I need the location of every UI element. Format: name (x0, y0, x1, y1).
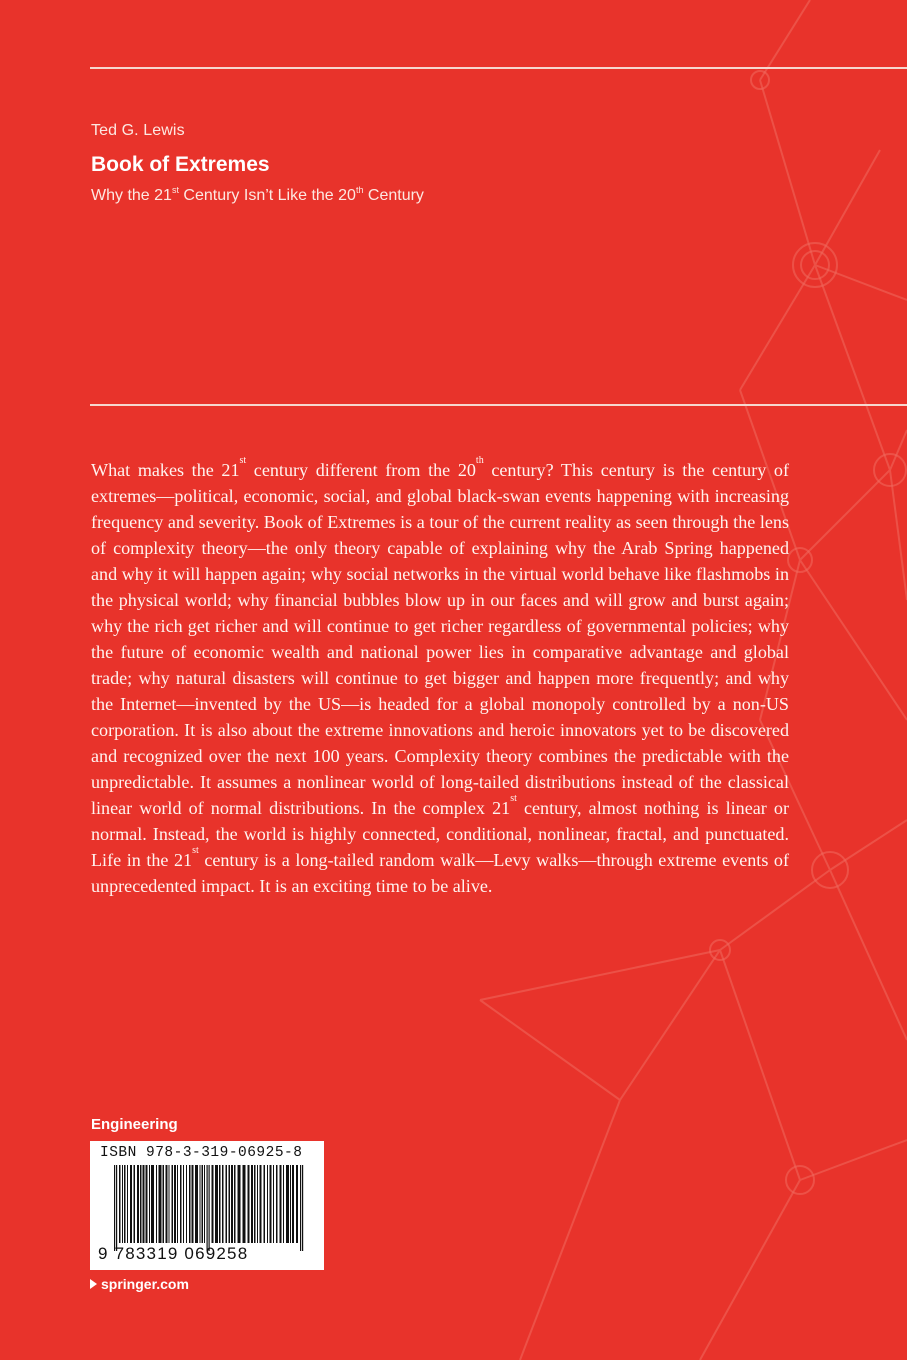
barcode-bar (280, 1165, 282, 1243)
barcode-bar (300, 1165, 301, 1251)
barcode-bar (180, 1165, 182, 1243)
barcode-bar (172, 1165, 174, 1243)
top-rule (90, 67, 907, 69)
barcode-bar (264, 1165, 266, 1243)
barcode-bar (146, 1165, 148, 1243)
barcode-digits: 9 783319 069258 (98, 1244, 249, 1263)
barcode-bar (177, 1165, 178, 1243)
isbn-label: ISBN 978-3-319-06925-8 (100, 1145, 303, 1161)
publisher-link-label: springer.com (101, 1276, 189, 1292)
barcode-bar (169, 1165, 170, 1243)
barcode-bar (254, 1165, 256, 1243)
barcode-bar (116, 1165, 117, 1251)
barcode-bar (200, 1165, 201, 1243)
barcode-bar (189, 1165, 191, 1243)
barcode-bar (270, 1165, 272, 1243)
barcode-bar (143, 1165, 145, 1243)
barcode-bar (166, 1165, 168, 1243)
barcode-bar (207, 1165, 208, 1251)
barcode-bar (174, 1165, 176, 1243)
book-description: What makes the 21st century different from the 20th century? This century is the century of extremes—political, economic, social, and global black-swan events happening with increasing frequency and severity. Book of Extremes is a tour of the current reality as seen through the lens of complexity theory—the only theory capable of explaining why the Arab Spring happened and why it will happen again; why social networks in the virtual world behave like flashmobs in the physical world; why financial bubbles blow up in our faces and will grow and burst again; why the rich get richer and will continue to get richer regardless of governmental policies; why the future of economic wealth and national power lies in comparative advantage and global trade; why natural disasters will continue to get bigger and happen more frequently; and why the Internet—invented by the US—is headed for a global monopoly controlled by a non-US corporation. It is also about the extreme innovations and heroic innovators yet to be discovered and recognized over the next 100 years. Complexity theory combines the predictable with the unpredictable. It assumes a nonlinear world of long-tailed distributions instead of the classical linear world of normal distributions. In the complex 21st century, almost nothing is linear or normal. Instead, the world is highly connected, conditional, nonlinear, fractal, and punctuated. Life in the 21st century is a long-tailed random walk—Levy walks—through extreme events of unprecedented impact. It is an exciting time to be alive. (91, 455, 789, 896)
book-title: Book of Extremes (91, 153, 270, 176)
publisher-link[interactable] (90, 1276, 189, 1292)
barcode-bar (286, 1165, 289, 1243)
barcode-bar (226, 1165, 228, 1243)
barcode-bar (183, 1165, 184, 1243)
barcode-bar (229, 1165, 231, 1243)
barcode-bar (149, 1165, 150, 1243)
barcode-bar (137, 1165, 139, 1243)
barcode-bar (156, 1165, 157, 1243)
barcode-bar (186, 1165, 187, 1243)
subject-category: Engineering (91, 1116, 178, 1133)
barcode-bar (219, 1165, 221, 1243)
barcode-bar (234, 1165, 236, 1243)
barcode-bar (260, 1165, 262, 1243)
barcode-bar (248, 1165, 250, 1243)
barcode-bar (290, 1165, 291, 1243)
barcode-bar (238, 1165, 241, 1243)
barcode-bar (114, 1165, 115, 1251)
barcode-bar (119, 1165, 121, 1243)
barcode-bar (302, 1165, 303, 1251)
barcode-bar (251, 1165, 253, 1243)
barcode-bar (222, 1165, 224, 1243)
barcode-bar (292, 1165, 294, 1243)
arrow-right-icon (90, 1279, 97, 1289)
barcode-bar (151, 1165, 154, 1243)
barcode-bar (124, 1165, 126, 1243)
author-name: Ted G. Lewis (91, 122, 185, 139)
barcode-bar (212, 1165, 214, 1243)
barcode-bar (122, 1165, 123, 1243)
barcode-bar (273, 1165, 274, 1243)
barcode-bar (243, 1165, 246, 1243)
barcode-bar (134, 1165, 136, 1243)
barcode-bar (215, 1165, 218, 1243)
barcode-bar (195, 1165, 198, 1243)
barcode-bar (231, 1165, 233, 1243)
barcode-bar (202, 1165, 204, 1243)
barcode-bar (296, 1165, 298, 1243)
barcode-bar (276, 1165, 278, 1243)
book-subtitle: Why the 21st Century Isn’t Like the 20th Century (91, 185, 424, 204)
barcode-bar (127, 1165, 128, 1243)
barcode-bar (159, 1165, 162, 1243)
barcode-bar (140, 1165, 142, 1243)
barcode-bar (163, 1165, 165, 1243)
middle-rule (90, 404, 907, 406)
barcode-bar (283, 1165, 284, 1243)
barcode-bar (204, 1165, 205, 1243)
barcode-bar (267, 1165, 268, 1243)
barcode-bar (192, 1165, 194, 1243)
barcode-bar (209, 1165, 210, 1251)
isbn-barcode-box (90, 1141, 324, 1270)
barcode-bar (257, 1165, 258, 1243)
barcode-bar (130, 1165, 132, 1243)
